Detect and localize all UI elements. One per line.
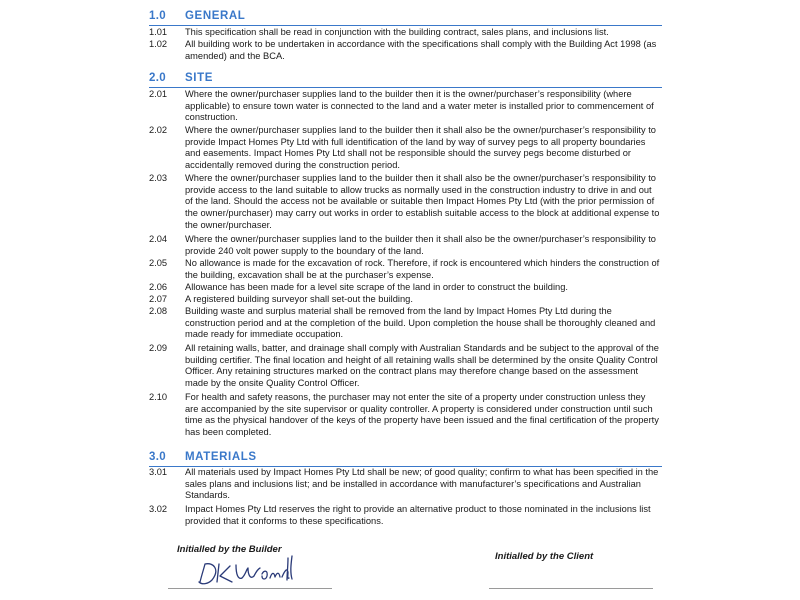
section-title: GENERAL [185, 10, 246, 22]
section-number: 2.0 [149, 72, 166, 84]
clause-text: All retaining walls, batter, and drainage shall comply with Australian Standards and be subject to the approval of the building certifier. The final location and height of all retaining walls shall be determined by the onsite Quality Control Officer. Any retaining structures marked on the contract plans may therefore change based on the assessment made by the onsite Quality Control Officer. [185, 343, 659, 389]
clause-number: 1.01 [149, 27, 168, 37]
clause-number: 2.03 [149, 173, 168, 183]
section-title: MATERIALS [185, 451, 257, 463]
clause-2-07 [149, 294, 669, 306]
builder-initial-label: Initialled by the Builder [177, 544, 282, 555]
clause-2-01 [149, 89, 669, 124]
clause-2-02 [149, 125, 669, 172]
clause-text: Where the owner/purchaser supplies land to the builder then it shall also be the owner/purchaser’s responsibility to provide access to the land suitable to allow trucks as normally used in the construction industry to drive in and out of the land. Should the access not be available or suitable then Impact Homes Pty Ltd (with the prior permission of the owner/purchaser) may carry out works in order to establish suitable access to the block at additional expense to the owner/purchaser. [185, 173, 660, 230]
clause-text: Where the owner/purchaser supplies land to the builder then it shall also be the owner/purchaser’s responsibility to provide 240 volt power supply to the boundary of the land. [185, 234, 656, 256]
builder-signature-line [168, 588, 332, 589]
clause-number: 2.05 [149, 258, 168, 268]
clause-2-08 [149, 306, 669, 341]
client-initial-label: Initialled by the Client [495, 551, 594, 562]
clause-number: 2.04 [149, 234, 168, 244]
clause-2-05 [149, 258, 669, 281]
clause-number: 2.06 [149, 282, 168, 292]
section-number: 1.0 [149, 10, 166, 22]
clause-3-02 [149, 504, 669, 527]
clause-number: 3.01 [149, 467, 168, 477]
clause-text: No allowance is made for the excavation of rock. Therefore, if rock is encountered which hinders the construction of the building, excavation shall be at the purchaser’s expense. [185, 258, 660, 280]
section-header-site [149, 71, 662, 88]
clause-text: A registered building surveyor shall set-out the building. [185, 294, 413, 304]
clause-text: All materials used by Impact Homes Pty Ltd shall be new; of good quality; confirm to what has been specified in the sales plans and inclusions list; and be installed in accordance with manufacturer’s specifications and Australian Standards. [185, 467, 659, 501]
clause-text: Impact Homes Pty Ltd reserves the right to provide an alternative product to those nominated in the inclusions list provided that it conforms to these specifications. [185, 504, 651, 526]
builder-signature [190, 552, 300, 590]
clause-1-01 [149, 27, 669, 39]
clause-2-06 [149, 282, 669, 294]
clause-text: All building work to be undertaken in accordance with the specifications shall comply with the Building Act 1998 (as amended) and the BCA. [185, 39, 657, 61]
clause-number: 3.02 [149, 504, 168, 514]
section-header-materials [149, 450, 662, 467]
clause-text: Allowance has been made for a level site scrape of the land in order to construct the building. [185, 282, 568, 292]
clause-number: 2.09 [149, 343, 168, 353]
clause-2-10 [149, 392, 669, 439]
clause-text: Building waste and surplus material shall be removed from the land by Impact Homes Pty Ltd during the construction period and at the completion of the build. Upon completion the house shall be thoroughly cleaned and made ready for immediate occupation. [185, 306, 656, 340]
section-header-general [149, 9, 662, 26]
section-number: 3.0 [149, 451, 166, 463]
clause-number: 2.07 [149, 294, 168, 304]
clause-text: This specification shall be read in conjunction with the building contract, sales plans, and inclusions list. [185, 27, 609, 37]
clause-text: For health and safety reasons, the purchaser may not enter the site of a property under construction unless they are accompanied by the site supervisor or quality controller. A property is considered under construction until such time as the physical handover of the keys of the property have been issued and the final certification of the property has been completed. [185, 392, 659, 438]
section-title: SITE [185, 72, 213, 84]
clause-2-04 [149, 234, 669, 257]
clause-number: 2.08 [149, 306, 168, 316]
client-signature-line [489, 588, 653, 589]
clause-number: 2.02 [149, 125, 168, 135]
clause-number: 2.10 [149, 392, 168, 402]
clause-text: Where the owner/purchaser supplies land to the builder then it shall also be the owner/purchaser’s responsibility to provide Impact Homes Pty Ltd with full identification of the land by way of survey pegs to all property boundaries and easements. Impact Homes Pty Ltd shall not be responsible should the survey pegs become disturbed or accidentally removed during the construction period. [185, 125, 656, 171]
clause-2-09 [149, 343, 669, 390]
clause-1-02 [149, 39, 669, 62]
clause-number: 1.02 [149, 39, 168, 49]
clause-3-01 [149, 467, 669, 502]
clause-number: 2.01 [149, 89, 168, 99]
clause-text: Where the owner/purchaser supplies land to the builder then it is the owner/purchaser’s responsibility (where applicable) to ensure town water is connected to the land and a water meter is installed prior to commencement of construction. [185, 89, 654, 123]
clause-2-03 [149, 173, 669, 232]
